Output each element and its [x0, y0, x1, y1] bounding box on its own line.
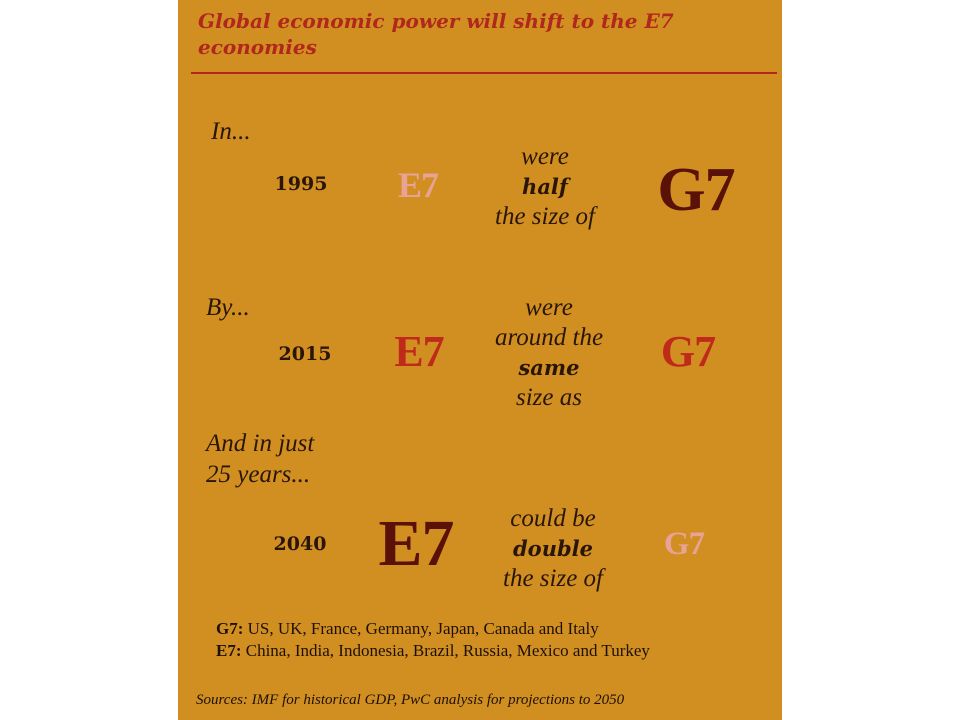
phrase-line: were [521, 143, 569, 170]
e7-marker: E7 [394, 327, 444, 376]
phrase-line: were [525, 294, 573, 321]
intro-line: And in just [206, 430, 315, 457]
comparison-phrase [468, 504, 638, 594]
g7-definition-text: US, UK, France, Germany, Japan, Canada and Italy [243, 619, 599, 638]
comparison-phrase [460, 142, 630, 232]
phrase-line: the size of [503, 565, 603, 592]
phrase-emphasis: half [522, 174, 568, 199]
infographic-panel [178, 0, 782, 720]
intro-line: By... [206, 294, 250, 321]
g7-marker: G7 [663, 526, 705, 562]
phrase-line: the size of [495, 203, 595, 230]
group-definitions [216, 618, 776, 662]
phrase-line: size as [516, 384, 582, 411]
year-label: 2040 [273, 533, 327, 555]
intro-text [211, 116, 251, 147]
g7-definition-label: G7: [216, 619, 244, 638]
e7-marker: E7 [397, 165, 438, 205]
e7-marker: E7 [378, 507, 454, 580]
intro-line: In... [211, 118, 251, 145]
intro-text [206, 428, 314, 490]
g7-marker: G7 [660, 327, 716, 376]
intro-line: 25 years... [206, 461, 311, 488]
phrase-line: could be [510, 505, 596, 532]
phrase-line: around the [494, 324, 604, 351]
source-note: Sources: IMF for historical GDP, PwC analysis for projections to 2050 [196, 692, 625, 708]
page-title: Global economic power will shift to the E7 economies [198, 9, 674, 59]
phrase-emphasis: double [513, 536, 593, 561]
e7-definition [216, 640, 776, 662]
g7-marker: G7 [657, 156, 735, 224]
comparison-phrase [464, 293, 634, 413]
intro-text [206, 292, 250, 323]
year-label: 2015 [278, 343, 332, 365]
e7-definition-label: E7: [216, 641, 242, 660]
title-divider [191, 72, 777, 74]
e7-definition-text: China, India, Indonesia, Brazil, Russia, Mexico and Turkey [241, 641, 650, 660]
year-label: 1995 [274, 173, 328, 195]
g7-definition [216, 618, 776, 640]
phrase-emphasis: same [518, 355, 580, 380]
